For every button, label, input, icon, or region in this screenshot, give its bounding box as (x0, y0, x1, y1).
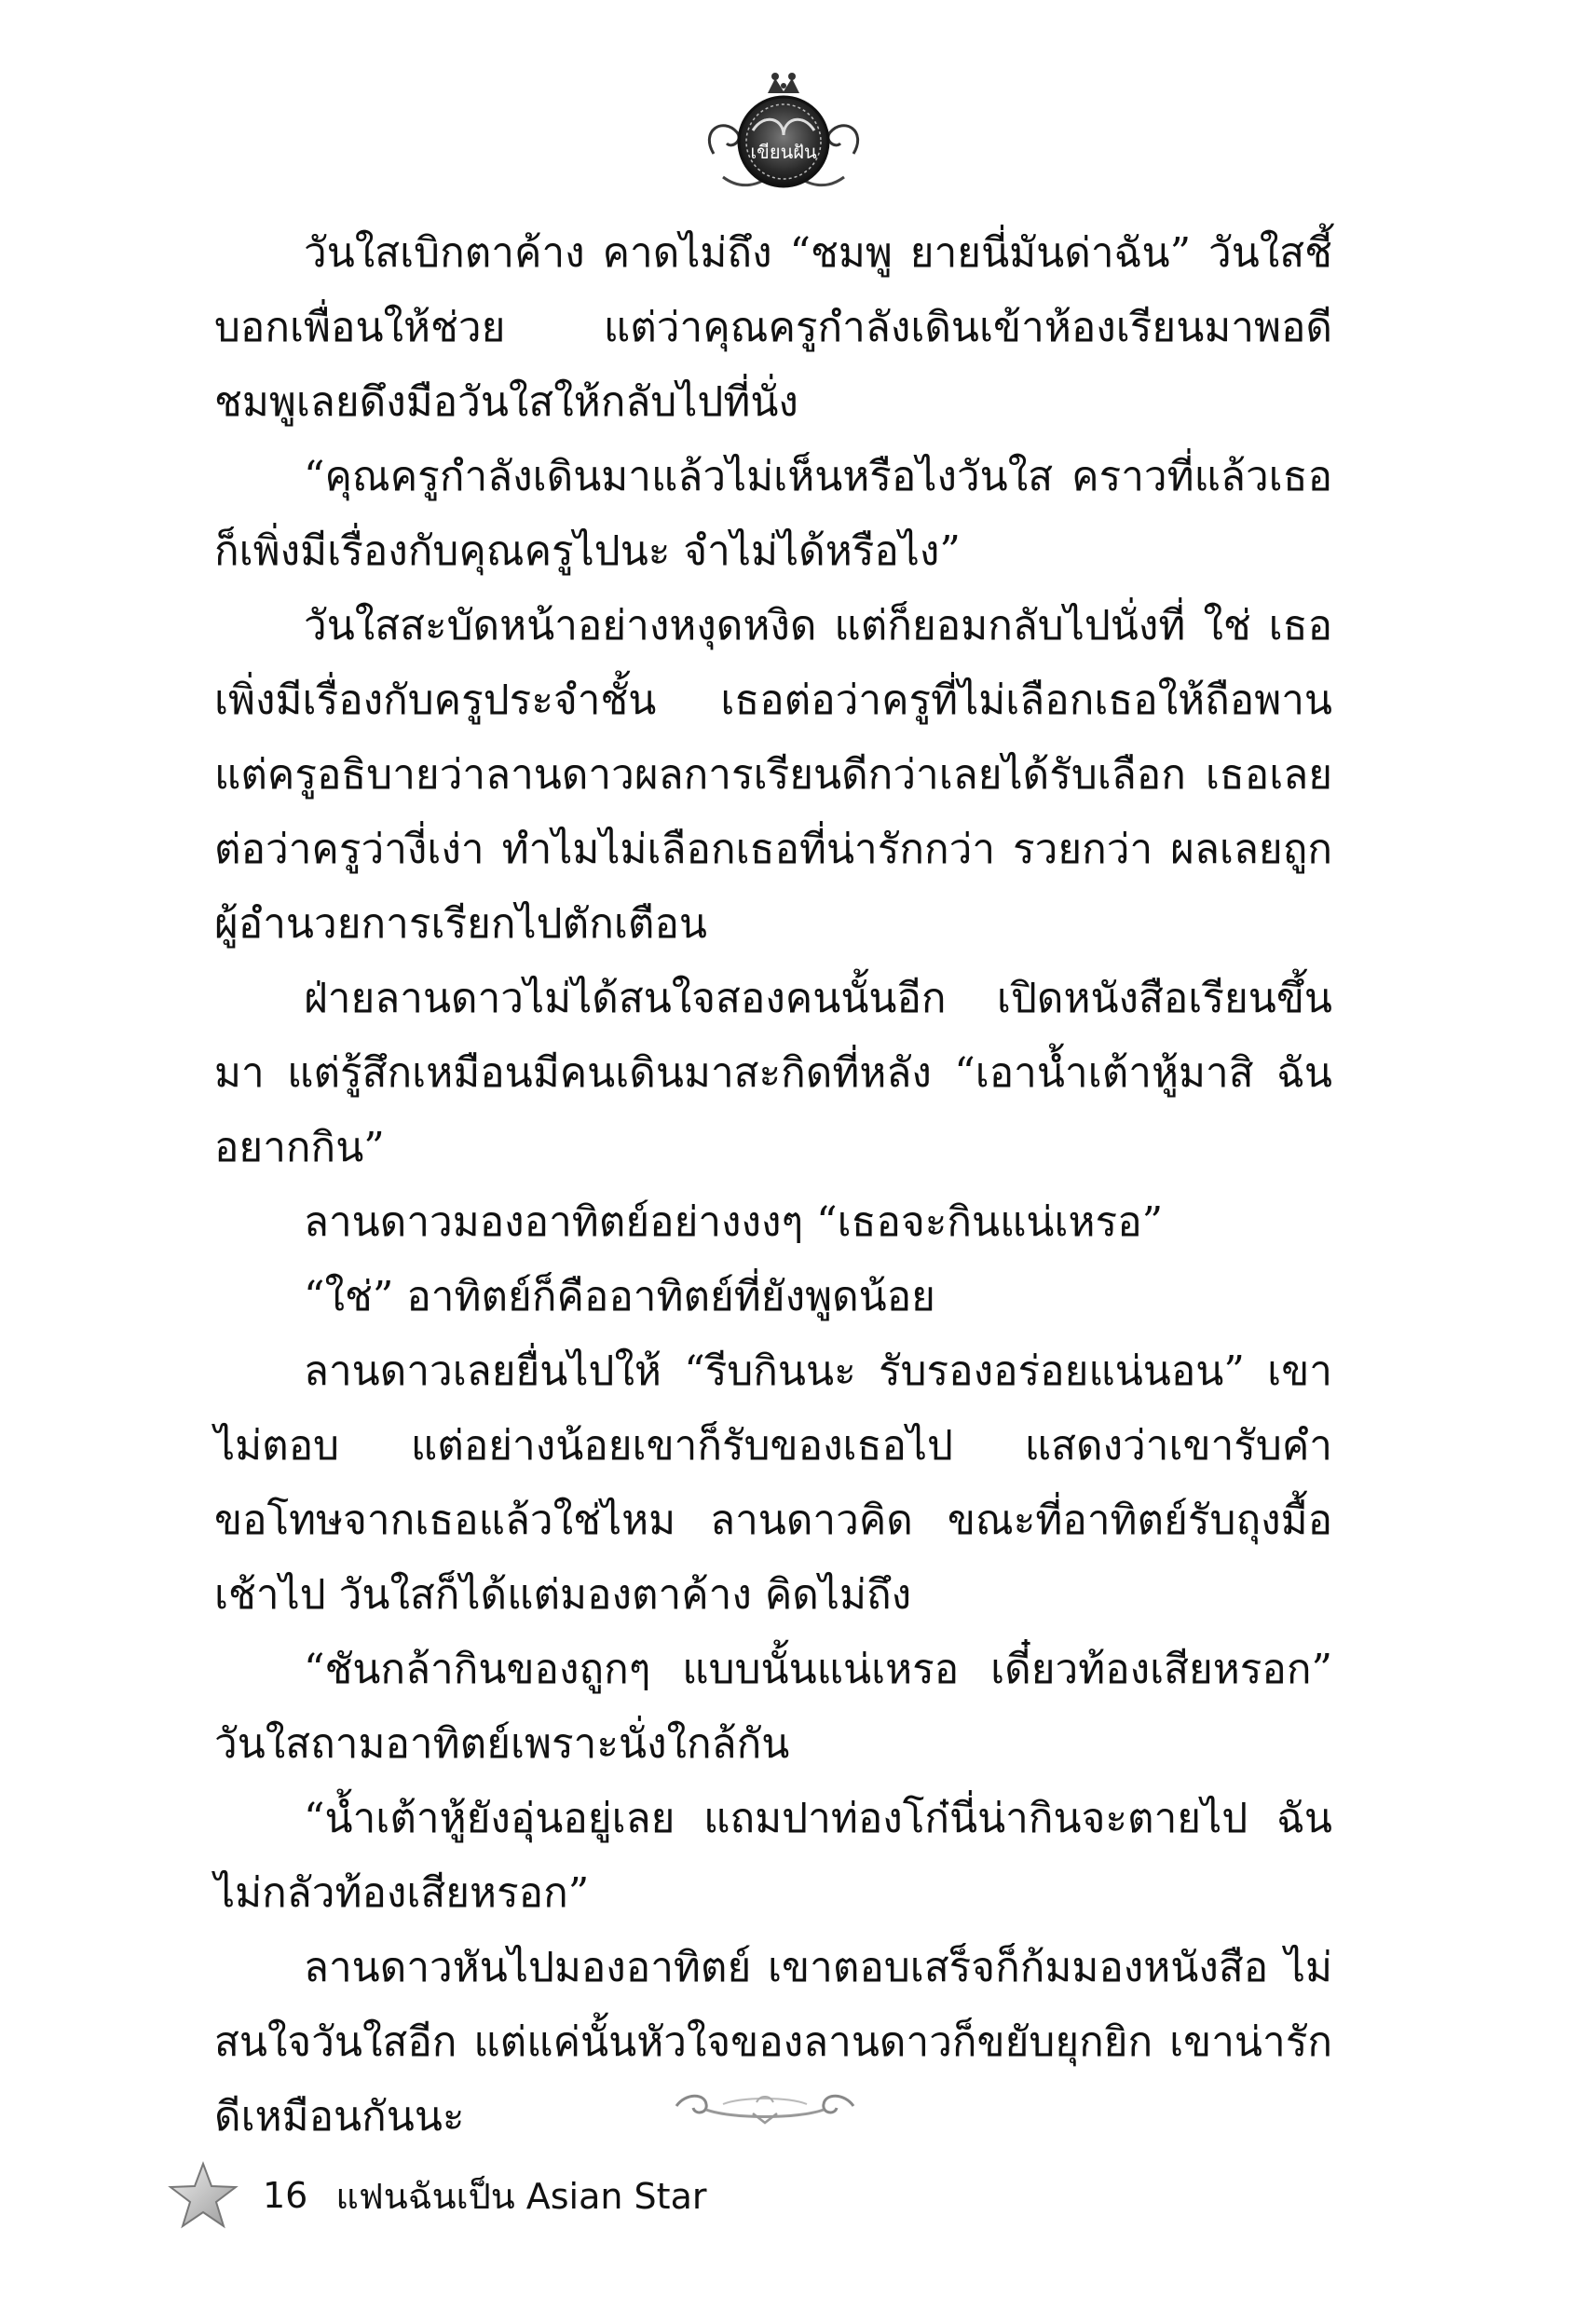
paragraph-9: “น้ำเต้าหู้ยังอุ่นอยู่เลย แถมปาท่องโก๋นี่น่ากินจะตายไป ฉันไม่กลัวท้องเสียหรอก” (214, 1795, 1332, 1917)
page-number: 16 (263, 2175, 308, 2216)
logo-text: เขียนฝัน (750, 141, 817, 163)
paragraph-4: ฝ่ายลานดาวไม่ได้สนใจสองคนนั้นอีก เปิดหนังสือเรียนขึ้นมา แต่รู้สึกเหมือนมีคนเดินมาสะกิดที่หลัง “เอาน้ำเต้าหู้มาสิ ฉันอยากกิน” (214, 975, 1332, 1171)
star-icon (168, 2160, 239, 2231)
paragraph-7: ลานดาวเลยยื่นไปให้ “รีบกินนะ รับรองอร่อยแน่นอน” เขาไม่ตอบ แต่อย่างน้อยเขาก็รับของเธอไป แสดงว่าเขารับคำขอโทษจากเธอแล้วใช่ไหม ลานดาวคิด ขณะที่อาทิตย์รับถุงมื้อเช้าไป วันใสก็ได้แต่มองตาค้าง คิดไม่ถึง (214, 1347, 1332, 1619)
scroll-ornament-icon (667, 2076, 863, 2132)
paragraph-10: ลานดาวหันไปมองอาทิตย์ เขาตอบเสร็จก็ก้มมองหนังสือ ไม่สนใจวันใสอีก แต่แค่นั้นหัวใจของลานดาวก็ขยับยุกยิก เขาน่ารักดีเหมือนกันนะ (214, 1944, 1332, 2140)
paragraph-5: ลานดาวมองอาทิตย์อย่างงงๆ “เธอจะกินแน่เหรอ” (304, 1198, 1164, 1246)
paragraph-6: “ใช่” อาทิตย์ก็คืออาทิตย์ที่ยังพูดน้อย (304, 1273, 935, 1320)
story-text (214, 216, 1332, 2154)
paragraph-2: “คุณครูกำลังเดินมาแล้วไม่เห็นหรือไงวันใส คราวที่แล้วเธอก็เพิ่งมีเรื่องกับคุณครูไปนะ จำไม่ได้หรือไง” (214, 453, 1332, 575)
paragraph-3: วันใสสะบัดหน้าอย่างหงุดหงิด แต่ก็ยอมกลับไปนั่งที่ ใช่ เธอเพิ่งมีเรื่องกับครูประจำชั้น เธอต่อว่าครูที่ไม่เลือกเธอให้ถือพาน แต่ครูอธิบายว่าลานดาวผลการเรียนดีกว่าเลยได้รับเลือก เธอเลยต่อว่าครูว่างี่เง่า ทำไมไม่เลือกเธอที่น่ารักกว่า รวยกว่า ผลเลยถูกผู้อำนวยการเรียกไปตักเตือน (214, 602, 1332, 948)
paragraph-8: “ชันกล้ากินของถูกๆ แบบนั้นแน่เหรอ เดี๋ยวท้องเสียหรอก” วันใสถามอาทิตย์เพราะนั่งใกล้กัน (214, 1646, 1332, 1768)
page-footer (168, 2158, 707, 2233)
paragraph-1: วันใสเบิกตาค้าง คาดไม่ถึง “ชมพู ยายนี่มันด่าฉัน” วันใสชี้บอกเพื่อนให้ช่วย แต่ว่าคุณครูกำลังเดินเข้าห้องเรียนมาพอดี ชมพูเลยดึงมือวันใสให้กลับไปที่นั่ง (214, 229, 1332, 426)
book-title: แฟนฉันเป็น Asian Star (335, 2175, 707, 2217)
ornamental-crest-icon (695, 65, 872, 205)
